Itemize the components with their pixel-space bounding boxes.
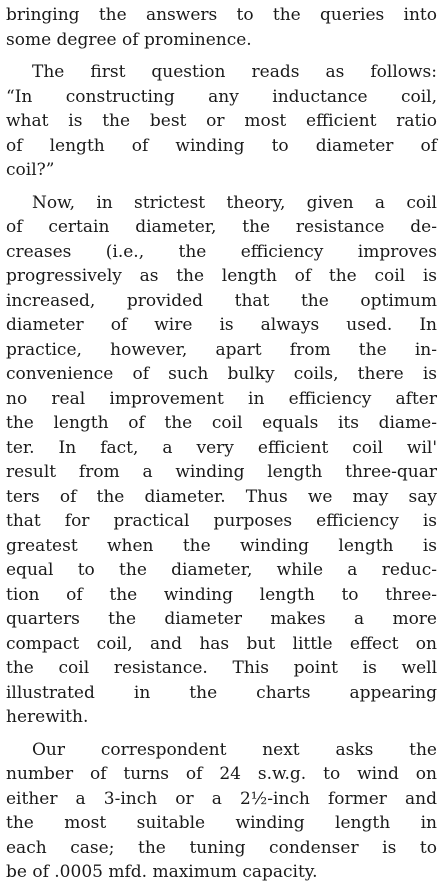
text-line: greatest when the winding length is — [6, 535, 437, 556]
text-line: each case; the tuning condenser is to — [6, 837, 437, 858]
text-line: no real improvement in efficiency after — [6, 388, 437, 409]
text-line: “In constructing any inductance coil, — [6, 86, 437, 107]
text-line: creases (i.e., the efficiency improves — [6, 241, 437, 262]
text-line: ters of the diameter. Thus we may say — [6, 486, 437, 507]
article-paragraph — [6, 191, 437, 730]
text-line: that for practical purposes efficiency is — [6, 511, 437, 531]
article-paragraph — [6, 738, 437, 885]
text-line: Our correspondent next asks the — [32, 739, 437, 760]
text-line: Now, in strictest theory, given a coil — [32, 192, 437, 213]
text-line: either a 3-inch or a 2½-inch former and — [6, 788, 437, 809]
text-line: herewith. — [6, 707, 89, 727]
text-line: of length of winding to diameter of — [6, 135, 437, 156]
text-line: quarters the diameter makes a more — [6, 609, 437, 629]
text-line: compact coil, and has but little effect on — [6, 633, 437, 654]
text-line: coil?” — [6, 160, 55, 180]
text-line: practice, however, apart from the in- — [6, 339, 437, 360]
text-line: some degree of prominence. — [6, 29, 252, 50]
text-line: increased, provided that the optimum — [6, 290, 437, 311]
text-line: diameter of wire is always used. In — [6, 315, 437, 335]
article-paragraph — [6, 60, 437, 183]
text-line: number of turns of 24 s.w.g. to wind on — [6, 764, 437, 784]
article-paragraph — [6, 3, 437, 52]
text-line: tion of the winding length to three- — [6, 584, 437, 605]
text-line: ter. In fact, a very efficient coil wil' — [6, 437, 437, 458]
text-line: convenience of such bulky coils, there is — [6, 364, 437, 384]
text-line: be of .0005 mfd. maximum capacity. — [6, 862, 318, 882]
text-line: illustrated in the charts appearing — [6, 682, 437, 703]
text-line: what is the best or most efficient ratio — [6, 111, 437, 131]
text-line: The first question reads as follows: — [32, 62, 437, 82]
text-line: the coil resistance. This point is well — [6, 658, 437, 678]
text-line: progressively as the length of the coil is — [6, 266, 437, 286]
article-body — [6, 3, 437, 885]
text-line: bringing the answers to the queries into — [6, 5, 437, 25]
text-line: result from a winding length three-quar — [6, 462, 437, 482]
text-line: of certain diameter, the resistance de- — [6, 217, 437, 237]
text-line: the most suitable winding length in — [6, 813, 437, 833]
text-line: the length of the coil equals its diame- — [6, 413, 437, 433]
text-line: equal to the diameter, while a reduc- — [6, 560, 437, 580]
